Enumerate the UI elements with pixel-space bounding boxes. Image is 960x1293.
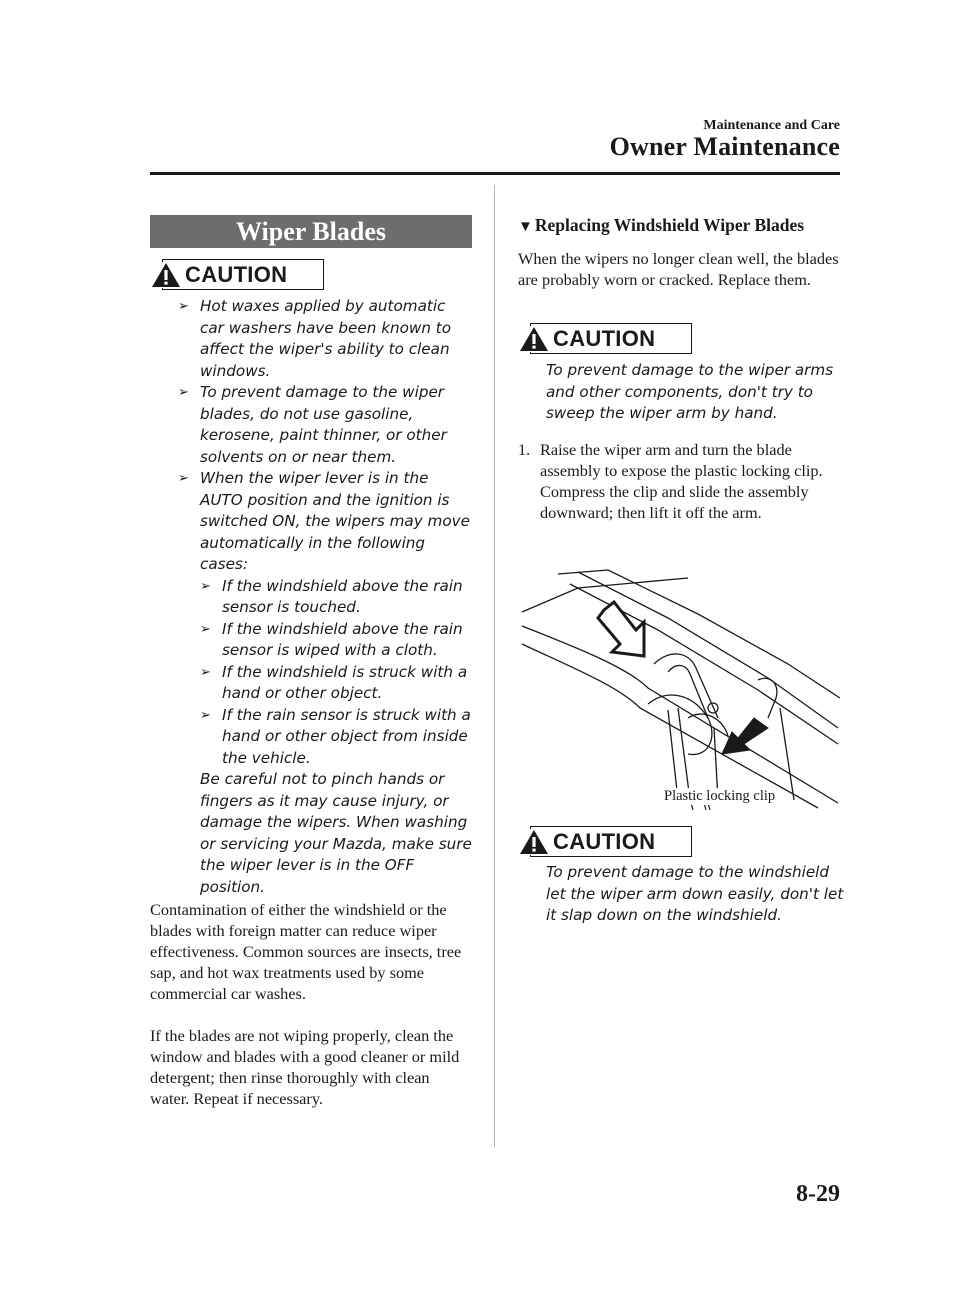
paragraph: If the blades are not wiping properly, clean the window and blades with a good cleaner or mild detergent; then rinse thoroughly with clean water. Repeat if necessary. <box>150 1026 460 1108</box>
arrow-bullet-icon: ➢ <box>178 299 189 314</box>
caution-bullet: ➢ To prevent damage to the wiper blades, do not use gasoline, kerosene, paint thinner, or other solvents on or near them. <box>178 383 447 466</box>
sub-bullet-list <box>178 576 473 899</box>
wiper-blade-illustration <box>518 568 840 810</box>
arrow-icon <box>598 602 644 656</box>
triangle-marker-icon: ▼ <box>518 219 533 235</box>
caution-2-body: To prevent damage to the wiper arms and other components, don't try to sweep the wiper arm by hand. <box>546 361 834 422</box>
caution-bullet: ➢ Hot waxes applied by automatic car washers have been known to affect the wiper's ability to clean windows. <box>178 297 452 380</box>
caution-bullet: ➢ When the wiper lever is in the AUTO position and the ignition is switched ON, the wipers may move automatically in the following cases: <box>178 469 470 573</box>
arrow-bullet-icon: ➢ <box>200 707 211 723</box>
caution-label <box>162 259 324 290</box>
chapter-title: Owner Maintenance <box>609 132 840 161</box>
caution-sub-bullet: ➢ If the windshield above the rain sensor is touched. <box>200 576 463 616</box>
section-banner: Wiper Blades <box>150 215 472 248</box>
arrow-bullet-icon: ➢ <box>200 664 211 680</box>
warning-icon <box>151 262 181 288</box>
caution-label <box>530 323 692 354</box>
caution-sub-bullet: ➢ If the rain sensor is struck with a hand or other object from inside the vehicle. <box>200 705 471 767</box>
intro-paragraph: When the wipers no longer clean well, the blades are probably worn or cracked. Replace them. <box>518 249 839 289</box>
figure-label: Plastic locking clip <box>664 788 776 804</box>
warning-icon <box>519 326 549 352</box>
subsection-heading: ▼ Replacing Windshield Wiper Blades <box>518 215 805 235</box>
caution-label-text: CAUTION <box>553 828 656 854</box>
caution-sub-bullet: ➢ If the windshield is struck with a hand or other object. <box>200 662 468 702</box>
arrow-icon <box>722 718 768 754</box>
paragraph: Contamination of either the windshield or the blades with foreign matter can reduce wiper effectiveness. Common sources are insects, tree sap, and hot wax treatments used by some commercial car washes. <box>150 900 462 1003</box>
step-number: 1. <box>518 440 531 459</box>
arrow-bullet-icon: ➢ <box>178 471 189 486</box>
caution-3-body: To prevent damage to the windshield let the wiper arm down easily, don't let it slap down on the windshield. <box>546 863 844 924</box>
column-divider <box>494 185 495 1147</box>
header-rule <box>150 172 840 175</box>
arrow-bullet-icon: ➢ <box>178 385 189 400</box>
caution-closing: Be careful not to pinch hands or fingers as it may cause injury, or damage the wipers. When washing or servicing your Mazda, make sure the wiper lever is in the OFF position. <box>200 770 472 896</box>
section-title: Maintenance and Care <box>703 118 840 133</box>
step-1: 1. Raise the wiper arm and turn the blade assembly to expose the plastic locking clip. Compress the clip and slide the assembly downward; then lift it off the arm. <box>518 440 823 522</box>
arrow-bullet-icon: ➢ <box>200 578 211 594</box>
warning-icon <box>519 829 549 855</box>
caution-label-text: CAUTION <box>185 261 288 287</box>
arrow-bullet-icon: ➢ <box>200 621 211 637</box>
caution-1-body <box>178 296 473 898</box>
caution-label <box>530 826 692 857</box>
page-number: 8-29 <box>796 1181 840 1207</box>
caution-label-text: CAUTION <box>553 325 656 351</box>
caution-sub-bullet: ➢ If the windshield above the rain sensor is wiped with a cloth. <box>200 619 463 659</box>
